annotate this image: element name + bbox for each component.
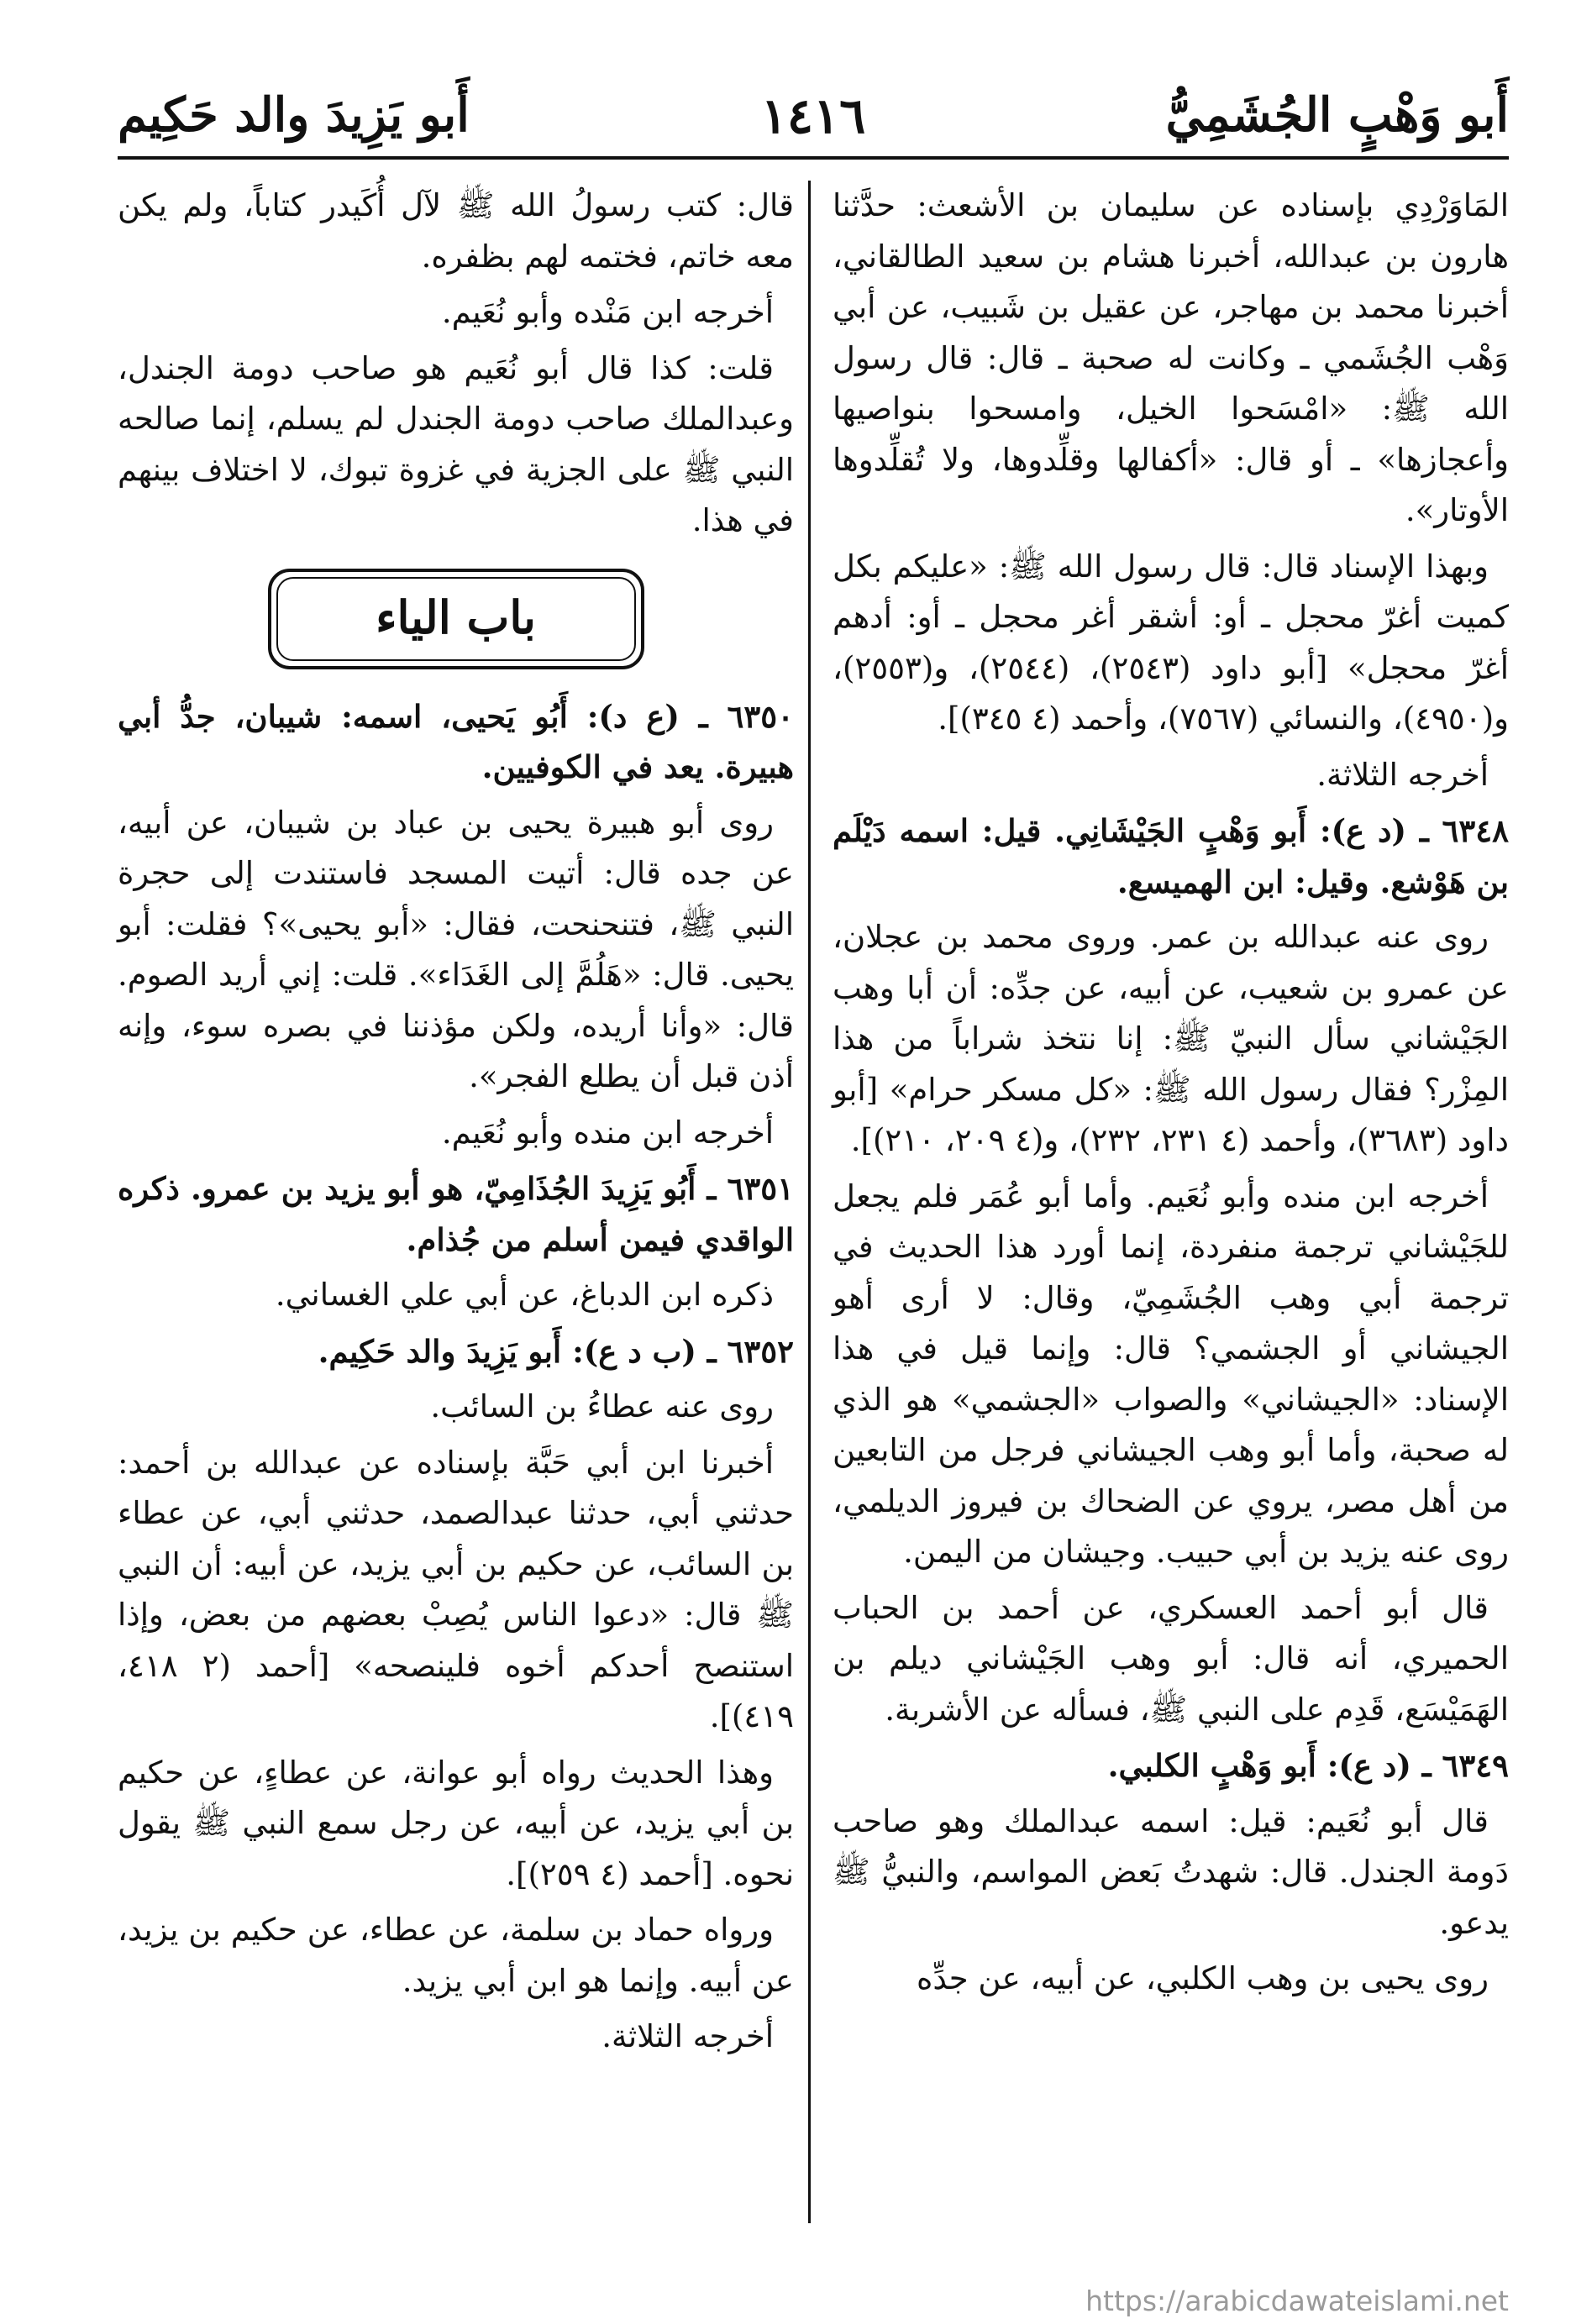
- paragraph: قال أبو أحمد العسكري، عن أحمد بن الحباب الحميري، أنه قال: أبو وهب الجَيْشاني ديلم بن الهَمَيْسَع، قَدِم على النبي ﷺ، فسأله عن الأشربة.: [833, 1589, 1509, 1728]
- paragraph: أخرجه ابن منده وأبو نُعَيم.: [441, 1114, 774, 1151]
- paragraph: قلت: كذا قال أبو نُعَيم هو صاحب دومة الجندل، وعبدالملك صاحب دومة الجندل لم يسلم، إنما صالحه النبي ﷺ على الجزية في غزوة تبوك، لا اختلاف بينهم في هذا.: [118, 349, 794, 538]
- entry-heading: ٦٣٥٢ ـ (ب د ع): أَبو يَزِيدَ والد حَكِيم.: [318, 1332, 794, 1370]
- right-column: [833, 181, 1509, 2005]
- paragraph: روى عنه عبدالله بن عمر. وروى محمد بن عجلان، عن عمرو بن شعيب، عن أبيه، عن جدِّه: أن أبا وهب الجَيْشاني سأل النبيّ ﷺ: إنا نتخذ شراباً من هذا المِزْر؟ فقال رسول الله ﷺ: «كل مسكر حرام» [أبو داود (٣٦٨٣)، وأحمد (٤ ٢٣١، ٢٣٢)، و(٤ ٢٠٩، ٢١٠)].: [833, 919, 1509, 1158]
- paragraph: المَاوَرْدِي بإسناده عن سليمان بن الأشعث: حدَّثنا هارون بن عبدالله، أخبرنا هشام بن سعيد الطالقاني، أخبرنا محمد بن مهاجر، عن عقيل بن شَبيب، عن أبي وَهْب الجُشَمي ـ وكانت له صحبة ـ قال: قال رسول الله ﷺ: «امْسَحوا الخيل، وامسحوا بنواصيها وأعجازها» ـ أو قال: «أكفالها وقلِّدوها، ولا تُقلِّدوها الأوتار».: [833, 187, 1509, 528]
- column-divider: [808, 181, 811, 2223]
- section-title-box: [268, 569, 644, 669]
- paragraph: أخرجه ابن منده وأبو نُعَيم. وأما أبو عُمَر فلم يجعل للجَيْشاني ترجمة منفردة، إنما أورد هذا الحديث في ترجمة أبي وهب الجُشَمِيّ، وقال: لا أرى أهو الجيشاني أو الجشمي؟ قال: وإنما قيل في هذا الإسناد: «الجيشاني» والصواب «الجشمي» هو الذي له صحبة، وأما أبو وهب الجيشاني فرجل من التابعين من أهل مصر، يروي عن الضحاك بن فيروز الديلمي، روى عنه يزيد بن أبي حبيب. وجيشان من اليمن.: [833, 1178, 1509, 1570]
- paragraph: أخرجه الثلاثة.: [1316, 756, 1489, 793]
- entry-heading: ٦٣٤٨ ـ (د ع): أَبو وَهْبٍ الجَيْشَانِي. قيل: اسمه دَيْلَم بن هَوْشع. وقيل: ابن الهميسع.: [833, 812, 1509, 900]
- paragraph: ورواه حماد بن سلمة، عن عطاء، عن حكيم بن يزيد، عن أبيه. وإنما هو ابن أبي يزيد.: [118, 1912, 794, 1999]
- watermark-url: https://arabicdawateislami.net: [1085, 2285, 1509, 2317]
- running-header: [118, 81, 1509, 160]
- paragraph: روى أبو هبيرة يحيى بن عباد بن شيبان، عن أبيه، عن جده قال: أتيت المسجد فاستندت إلى حجرة النبي ﷺ، فتنحنحت، فقال: «أبو يحيى»؟ فقلت: أبو يحيى. قال: «هَلُمَّ إلى الغَدَاء». قلت: إني أريد الصوم. قال: «وأنا أريده، ولكن مؤذننا في بصره سوء، وإنه أذن قبل أن يطلع الفجر».: [118, 804, 794, 1094]
- page-number: ١٤١٦: [760, 87, 866, 144]
- paragraph: روى عنه عطاءُ بن السائب.: [430, 1388, 774, 1424]
- paragraph: وهذا الحديث رواه أبو عوانة، عن عطاءٍ، عن حكيم بن أبي يزيد، عن أبيه، عن رجل سمع النبي ﷺ يقول نحوه. [أحمد (٤ ٢٥٩)].: [118, 1754, 794, 1892]
- paragraph: وبهذا الإسناد قال: قال رسول الله ﷺ: «عليكم بكل كميت أغرّ محجل ـ أو: أشقر أغر محجل ـ أو: أدهم أغرّ محجل» [أبو داود (٢٥٤٣)، (٢٥٤٤)، و(٢٥٥٣)، و(٤٩٥٠)، والنسائي (٧٥٦٧)، وأحمد (٤ ٣٤٥)].: [833, 548, 1510, 737]
- paragraph: ذكره ابن الدباغ، عن أبي علي الغساني.: [275, 1277, 774, 1313]
- paragraph: قال: كتب رسولُ الله ﷺ لآل أُكَيدر كتاباً، ولم يكن معه خاتم، فختمه لهم بظفره.: [118, 187, 794, 275]
- paragraph: قال أبو نُعَيم: قيل: اسمه عبدالملك وهو صاحب دَومة الجندل. قال: شهدتُ بَعض المواسم، والنبيُّ ﷺ يدعو.: [833, 1802, 1509, 1941]
- entry-heading: ٦٣٥٠ ـ (ع د): أَبُو يَحيى، اسمه: شيبان، جدُّ أبي هبيرة. يعد في الكوفيين.: [118, 697, 794, 785]
- header-right-title: أَبو وَهْبٍ الجُشَمِيُّ: [1165, 87, 1509, 143]
- section-title: باب الياء: [376, 590, 536, 644]
- header-left-title: أَبو يَزِيدَ والد حَكِيم: [118, 87, 470, 143]
- entry-heading: ٦٣٥١ ـ أَبُو يَزِيدَ الجُذَامِيّ، هو أبو يزيد بن عمرو. ذكره الواقدي فيمن أسلم من جُذام.: [118, 1170, 794, 1258]
- paragraph: روى يحيى بن وهب الكلبي، عن أبيه، عن جدِّه: [916, 1960, 1489, 1996]
- paragraph: أخبرنا ابن أبي حَبَّة بإسناده عن عبدالله بن أحمد: حدثني أبي، حدثنا عبدالصمد، حدثني أبي، عن عطاء بن السائب، عن حكيم بن أبي يزيد، عن أبيه: أن النبي ﷺ قال: «دعوا الناس يُصِبْ بعضهم من بعض، وإذا استنصح أحدكم أخوه فلينصحه» [أحمد (٢ ٤١٨، ٤١٩)].: [118, 1444, 794, 1734]
- paragraph: أخرجه الثلاثة.: [602, 2018, 774, 2054]
- entry-heading: ٦٣٤٩ ـ (د ع): أَبو وَهْبٍ الكلبي.: [1107, 1747, 1509, 1784]
- left-column: [118, 181, 794, 2063]
- paragraph: أخرجه ابن مَنْده وأبو نُعَيم.: [441, 294, 774, 330]
